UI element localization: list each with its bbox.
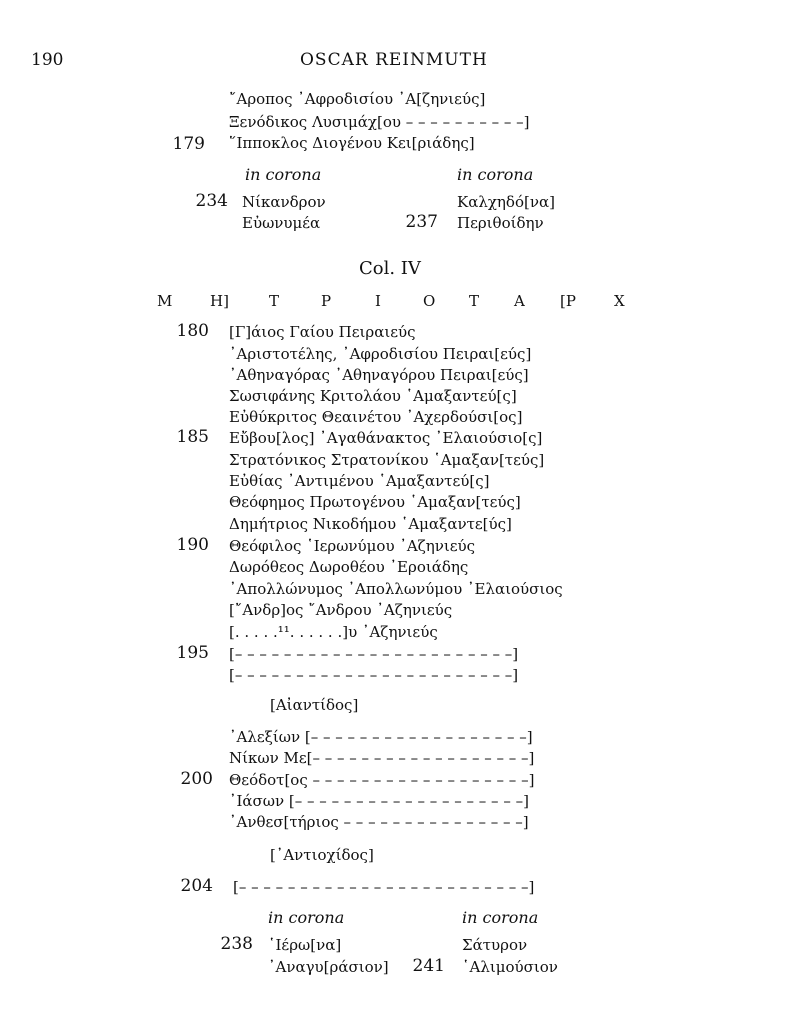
corona-name: Σάτυρον	[462, 936, 528, 954]
letter-cell: Τ	[269, 292, 280, 310]
text-line: Εὔβου[λος] ᾽Αγαθάνακτος ᾽Ελαιούσιο[ς]	[229, 429, 543, 447]
letter-cell: Ο	[423, 292, 436, 310]
text-line: [Γ]άιος Γαίου Πειραιεύς	[229, 323, 416, 341]
line-number: 234	[195, 191, 228, 211]
letter-cell: Η]	[210, 292, 229, 310]
running-head: OSCAR REINMUTH	[300, 50, 488, 70]
page-number: 190	[31, 50, 64, 70]
line-number: 200	[180, 769, 213, 789]
letter-cell: Α	[514, 292, 525, 310]
letter-cell: Χ	[614, 292, 625, 310]
corona-name: ᾽Αναγυ[ράσιον]	[268, 958, 389, 976]
text-line: ᾽Αθηναγόρας ᾽Αθηναγόρου Πειραι[εύς]	[229, 366, 529, 384]
letter-cell: [Ρ	[560, 292, 576, 310]
corona-name: ῾Αλιμούσιον	[462, 958, 558, 976]
text-line: Θεόφημος Πρωτογένου ῾Αμαξαν[τεύς]	[229, 493, 521, 511]
line-number: 185	[176, 427, 209, 447]
corona-name: ῾Ιέρω[να]	[268, 936, 342, 954]
line-number: 241	[412, 956, 445, 976]
line-number: 238	[220, 934, 253, 954]
corona-name: Περιθοίδην	[457, 214, 544, 232]
text-line: Θεόφιλος ῾Ιερωνύμου ᾽Αζηνιεύς	[229, 537, 476, 555]
line-number: 204	[180, 876, 213, 896]
text-line: ῎Αροπος ᾽Αφροδισίου ᾽Α[ζηνιεύς]	[229, 90, 486, 108]
text-line: Σωσιφάνης Κριτολάου ῾Αμαξαντεύ[ς]	[229, 387, 517, 405]
section-heading: [᾽Αντιοχίδος]	[270, 846, 374, 864]
corona-name: Καλχηδό[να]	[457, 193, 555, 211]
text-line: Δωρόθεος Δωροθέου ᾽Εροιάδης	[229, 558, 469, 576]
line-number: 190	[176, 535, 209, 555]
line-number: 237	[405, 212, 438, 232]
letter-cell: Ρ	[321, 292, 332, 310]
text-line: Θεόδοτ[ος – – – – – – – – – – – – – – – – – –]	[229, 771, 535, 789]
text-line: Δημήτριος Νικοδήμου ῾Αμαξαντε[ύς]	[229, 515, 512, 533]
text-line: [῎Ανδρ]ος ῎Ανδρου ᾽Αζηνιεύς	[229, 601, 453, 619]
line-number: 179	[172, 134, 205, 154]
text-line: ᾽Ιάσων [– – – – – – – – – – – – – – – – – – –]	[229, 792, 529, 810]
text-line: Εὐθύκριτος Θεαινέτου ᾽Αχερδούσι[ος]	[229, 408, 523, 426]
text-line: Ξενόδικος Λυσιμάχ[ου – – – – – – – – – –]	[229, 113, 530, 131]
text-line: Νίκων Με[– – – – – – – – – – – – – – – – – –]	[229, 749, 535, 767]
text-line: ῞Ιπποκλος Διογένου Κει[ριάδης]	[229, 134, 475, 152]
letter-cell: Ι	[375, 292, 381, 310]
section-heading: [Αἰαντίδος]	[270, 696, 359, 714]
corona-label: in corona	[462, 908, 539, 927]
text-line: ᾽Αλεξίων [– – – – – – – – – – – – – – – – – –]	[229, 728, 533, 746]
corona-label: in corona	[457, 165, 534, 184]
line-number: 180	[176, 321, 209, 341]
corona-name: Εὐωνυμέα	[242, 214, 321, 232]
text-line: [– – – – – – – – – – – – – – – – – – – – – – –]	[229, 645, 519, 663]
corona-name: Νίκανδρον	[242, 193, 326, 211]
text-line: ᾽Ανθεσ[τήριος – – – – – – – – – – – – – – –]	[229, 813, 529, 831]
column-heading: Col. IV	[359, 258, 421, 279]
text-line: [– – – – – – – – – – – – – – – – – – – – – – –]	[229, 666, 519, 684]
line-number: 195	[176, 643, 209, 663]
text-line: ᾽Αριστοτέλης, ᾽Αφροδισίου Πειραι[εύς]	[229, 345, 532, 363]
letter-cell: Τ	[469, 292, 480, 310]
corona-label: in corona	[245, 165, 322, 184]
corona-label: in corona	[268, 908, 345, 927]
letter-cell: Μ	[157, 292, 173, 310]
text-line: [. . . . .¹¹. . . . . .]υ ᾽Αζηνιεύς	[229, 623, 438, 641]
text-line: Στρατόνικος Στρατονίκου ῾Αμαξαν[τεύς]	[229, 451, 545, 469]
text-line: ᾽Απολλώνυμος ᾽Απολλωνύμου ᾽Ελαιούσιος	[229, 580, 563, 598]
text-line: [– – – – – – – – – – – – – – – – – – – – – – – –]	[233, 878, 535, 896]
text-line: Εὐθίας ᾽Αντιμένου ῾Αμαξαντεύ[ς]	[229, 472, 490, 490]
